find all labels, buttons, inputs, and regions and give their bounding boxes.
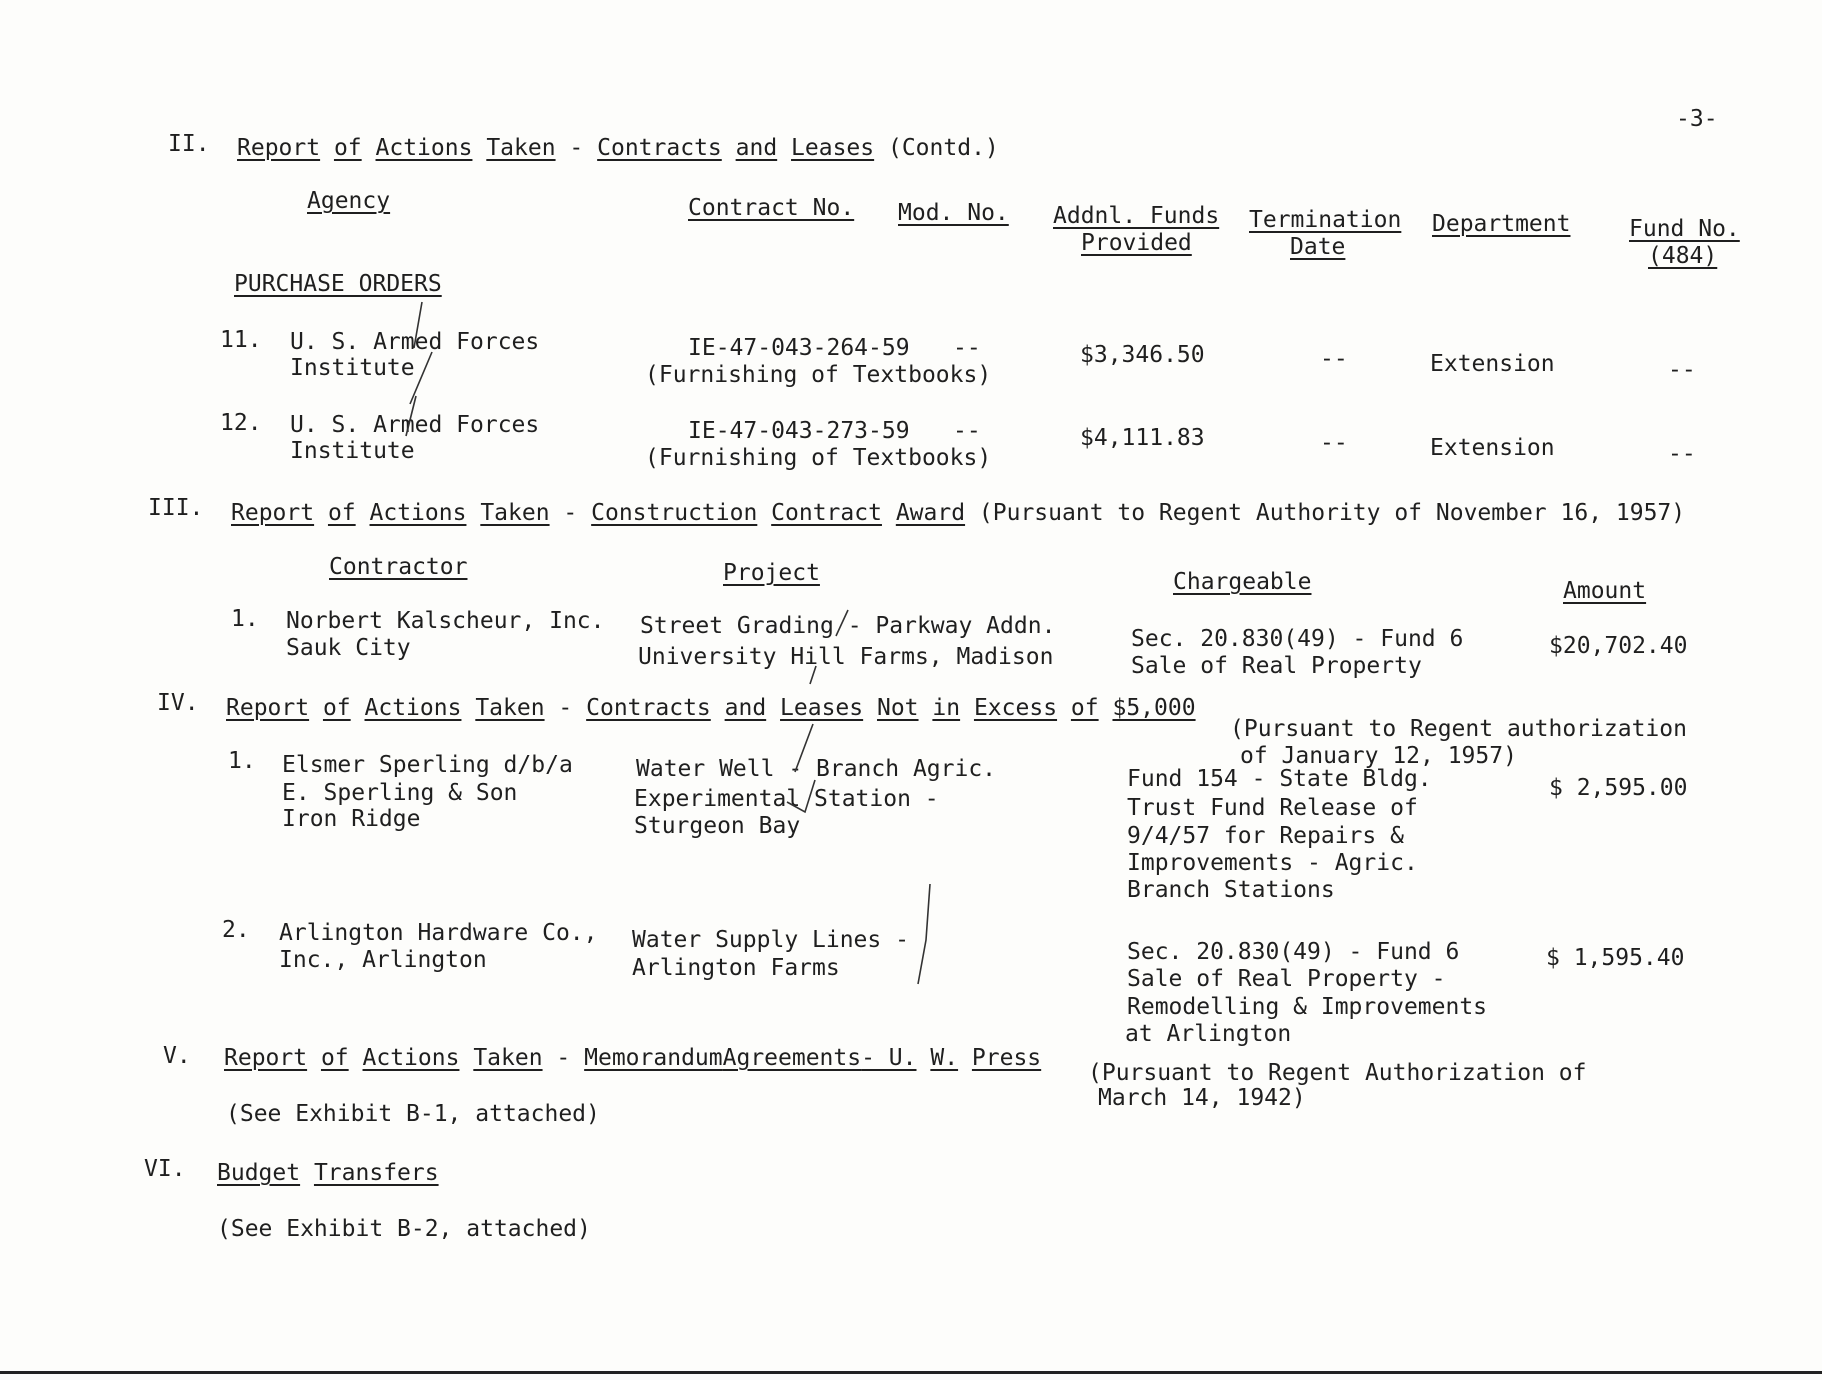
department: Extension [1430,351,1555,377]
project-cont: Experimental Station - [634,786,939,812]
header-project: Project [723,560,820,586]
project: Water Supply Lines - [632,927,909,953]
title-word: W. [930,1045,959,1071]
agency-name: U. S. Armed Forces [290,412,540,438]
title-word: of [1070,695,1099,721]
title-word: Report [231,500,315,526]
title-suffix: (Pursuant to Regent Authorization of [1088,1060,1587,1086]
title-word: Agreements [722,1045,862,1071]
contract-description: (Furnishing of Textbooks) [645,362,992,388]
section-numeral: IV. [157,690,199,716]
agency-name: U. S. Armed Forces [290,329,540,355]
section-title [231,500,1685,526]
contractor-name: Norbert Kalscheur, Inc. [286,608,605,634]
title-word: Not [876,695,919,721]
title-word: - U. [861,1045,917,1071]
title-word: of [333,135,362,161]
agency-name-cont: Institute [290,438,415,464]
termination-date: -- [1320,346,1348,372]
chargeable: Sec. 20.830(49) - Fund 6 [1127,939,1460,965]
mod-number: -- [953,335,981,361]
pen-check-mark [806,606,866,686]
chargeable-cont: Remodelling & Improvements [1127,994,1488,1020]
section-numeral: VI. [144,1156,186,1182]
title-word: and [735,135,778,161]
title-word: - [558,695,573,721]
row-number: 12. [220,410,262,436]
header-termination: Termination [1249,207,1402,233]
title-word: Taken [475,695,545,721]
amount: $ 1,595.40 [1546,945,1685,971]
contract-number: IE-47-043-273-59 [688,418,910,444]
title-word: Contracts [586,695,711,721]
row-number: 1. [231,606,259,632]
title-word: Report [224,1045,308,1071]
title-word: Contracts [597,135,722,161]
project: Water Well - Branch Agric. [636,756,997,782]
header-fund-no-484: (484) [1648,243,1718,269]
title-suffix-cont: of January 12, 1957) [1240,743,1517,769]
header-fund-no: Fund No. [1629,216,1740,242]
chargeable-cont: Improvements - Agric. [1127,850,1418,876]
chargeable-cont: Sale of Real Property [1131,653,1422,679]
chargeable-cont: Sale of Real Property - [1127,966,1446,992]
header-addnl-funds-provided: Provided [1081,230,1192,256]
row-number: 1. [228,748,256,774]
contract-description: (Furnishing of Textbooks) [645,445,992,471]
pen-check-mark [392,392,452,452]
contractor-name: Arlington Hardware Co., [279,920,598,946]
department: Extension [1430,435,1555,461]
title-word: Transfers [313,1160,439,1186]
title-word: Actions [369,500,467,526]
addnl-funds: $4,111.83 [1080,425,1205,451]
header-addnl-funds: Addnl. Funds [1053,203,1220,229]
header-termination-date: Date [1290,234,1346,260]
section-title [237,135,999,161]
section-title [224,1045,1041,1071]
header-agency: Agency [307,188,391,214]
title-word: Contract [771,500,882,526]
title-suffix: (Pursuant to Regent authorization [1230,716,1687,742]
title-word: Leases [780,695,864,721]
amount: $20,702.40 [1549,633,1688,659]
header-contract-no: Contract No. [688,195,855,221]
title-word: Press [971,1045,1042,1071]
page-edge-rule [0,1371,1822,1374]
title-word: Actions [362,1045,460,1071]
section-numeral: II. [168,131,210,157]
title-word: in [932,695,961,721]
agency-name-cont: Institute [290,355,415,381]
title-word: Taken [480,500,550,526]
contractor-name-cont: E. Sperling & Son [282,780,518,806]
header-department: Department [1432,211,1571,237]
title-suffix: (Contd.) [887,135,999,161]
pen-check-mark [765,720,845,840]
title-word: Report [237,135,321,161]
row-number: 2. [222,917,250,943]
exhibit-note: (See Exhibit B-1, attached) [226,1101,600,1127]
title-word: Actions [364,695,462,721]
title-word: Award [895,500,966,526]
section-title [226,695,1196,721]
title-word: Budget [217,1160,301,1186]
title-word: - [563,500,578,526]
chargeable: Sec. 20.830(49) - Fund 6 [1131,626,1464,652]
section-title [217,1160,439,1186]
title-word: Actions [375,135,473,161]
chargeable-cont: at Arlington [1125,1021,1292,1047]
pen-check-mark [900,880,940,1000]
title-word: Leases [791,135,875,161]
chargeable-cont: Trust Fund Release of [1127,795,1418,821]
header-chargeable: Chargeable [1173,569,1312,595]
section-numeral: V. [163,1043,191,1069]
title-word: Memorandum [584,1045,723,1071]
amount: $ 2,595.00 [1549,775,1688,801]
contractor-city: Sauk City [286,635,411,661]
title-word: Report [226,695,310,721]
title-suffix: (Pursuant to Regent Authority of November 16, 1957) [978,500,1686,526]
project: Street Grading - Parkway Addn. [640,613,1056,639]
chargeable-cont: Branch Stations [1127,877,1335,903]
header-contractor: Contractor [329,554,468,580]
project-cont: University Hill Farms, Madison [638,644,1054,670]
title-word: of [320,1045,349,1071]
fund-number: -- [1668,441,1696,467]
contractor-name-cont: Inc., Arlington [279,947,487,973]
header-mod-no: Mod. No. [898,200,1009,226]
purchase-orders-heading: PURCHASE ORDERS [234,271,442,297]
title-word: Excess [973,695,1058,721]
title-word: $5,000 [1112,695,1196,721]
title-word: of [322,695,351,721]
chargeable: Fund 154 - State Bldg. [1127,766,1432,792]
mod-number: -- [953,418,981,444]
addnl-funds: $3,346.50 [1080,342,1205,368]
title-word: - [569,135,584,161]
title-word: Taken [473,1045,543,1071]
title-suffix-cont: March 14, 1942) [1098,1085,1306,1111]
termination-date: -- [1320,430,1348,456]
title-word: of [327,500,356,526]
contractor-name: Elsmer Sperling d/b/a [282,752,573,778]
contract-number: IE-47-043-264-59 [688,335,910,361]
fund-number: -- [1668,357,1696,383]
page-number: -3- [1676,106,1718,132]
exhibit-note: (See Exhibit B-2, attached) [217,1216,591,1242]
title-word: and [724,695,767,721]
project-cont: Sturgeon Bay [634,813,801,839]
header-amount: Amount [1563,578,1647,604]
title-word: - [556,1045,571,1071]
title-word: Construction [591,500,758,526]
title-word: Taken [486,135,556,161]
contractor-city: Iron Ridge [282,806,421,832]
section-numeral: III. [148,495,204,521]
row-number: 11. [220,327,262,353]
project-cont: Arlington Farms [632,955,840,981]
chargeable-cont: 9/4/57 for Repairs & [1127,823,1404,849]
